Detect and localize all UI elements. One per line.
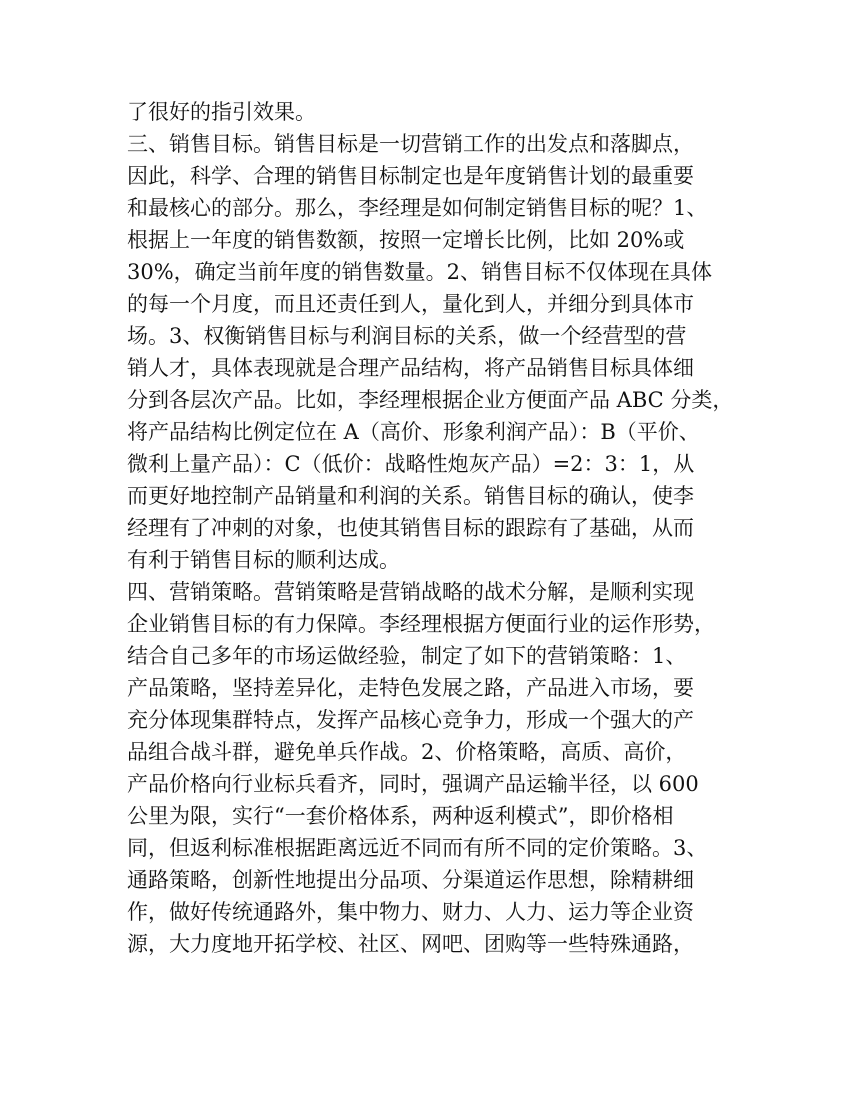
text-line: 三、销售目标。销售目标是一切营销工作的出发点和落脚点， [127,132,694,156]
text-line: 通路策略，创新性地提出分品项、分渠道运作思想，除精耕细 [127,868,694,892]
text-line: 而更好地控制产品销量和利润的关系。销售目标的确认，使李 [127,484,694,508]
text-line: 公里为限，实行“一套价格体系，两种返利模式”，即价格相 [127,804,674,828]
text-line: 和最核心的部分。那么，李经理是如何制定销售目标的呢？1、 [127,196,708,220]
text-line: 品组合战斗群，避免单兵作战。2、价格策略，高质、高价， [127,740,687,764]
text-line: 分到各层次产品。比如，李经理根据企业方便面产品 ABC 分类， [127,388,734,412]
text-line: 结合自己多年的市场运做经验，制定了如下的营销策略：1、 [127,644,687,668]
text-line: 充分体现集群特点，发挥产品核心竞争力，形成一个强大的产 [127,708,694,732]
text-line: 产品价格向行业标兵看齐，同时，强调产品运输半径，以 600 [127,772,699,796]
text-line: 产品策略，坚持差异化，走特色发展之路，产品进入市场，要 [127,676,694,700]
text-line: 30%，确定当前年度的销售数量。2、销售目标不仅体现在具体 [127,260,713,284]
text-line: 了很好的指引效果。 [127,100,316,124]
text-line: 同，但返利标准根据距离远近不同而有所不同的定价策略。3、 [127,836,708,860]
text-line: 四、营销策略。营销策略是营销战略的战术分解，是顺利实现 [127,580,694,604]
text-line: 微利上量产品）：C（低价：战略性炮灰产品）=2：3：1，从 [127,452,695,476]
text-line: 有利于销售目标的顺利达成。 [127,548,400,572]
text-line: 的每一个月度，而且还责任到人，量化到人，并细分到具体市 [127,292,694,316]
body-text [127,96,747,960]
text-line: 因此，科学、合理的销售目标制定也是年度销售计划的最重要 [127,164,694,188]
text-line: 根据上一年度的销售数额，按照一定增长比例，比如 20%或 [127,228,685,252]
text-line: 经理有了冲刺的对象，也使其销售目标的跟踪有了基础，从而 [127,516,694,540]
text-line: 将产品结构比例定位在 A（高价、形象利润产品）：B（平价、 [127,420,700,444]
text-line: 场。3、权衡销售目标与利润目标的关系，做一个经营型的营 [127,324,687,348]
text-line: 销人才，具体表现就是合理产品结构，将产品销售目标具体细 [127,356,694,380]
text-line: 源，大力度地开拓学校、社区、网吧、团购等一些特殊通路， [127,932,694,956]
text-line: 企业销售目标的有力保障。李经理根据方便面行业的运作形势， [127,612,715,636]
text-line: 作，做好传统通路外，集中物力、财力、人力、运力等企业资 [127,900,694,924]
